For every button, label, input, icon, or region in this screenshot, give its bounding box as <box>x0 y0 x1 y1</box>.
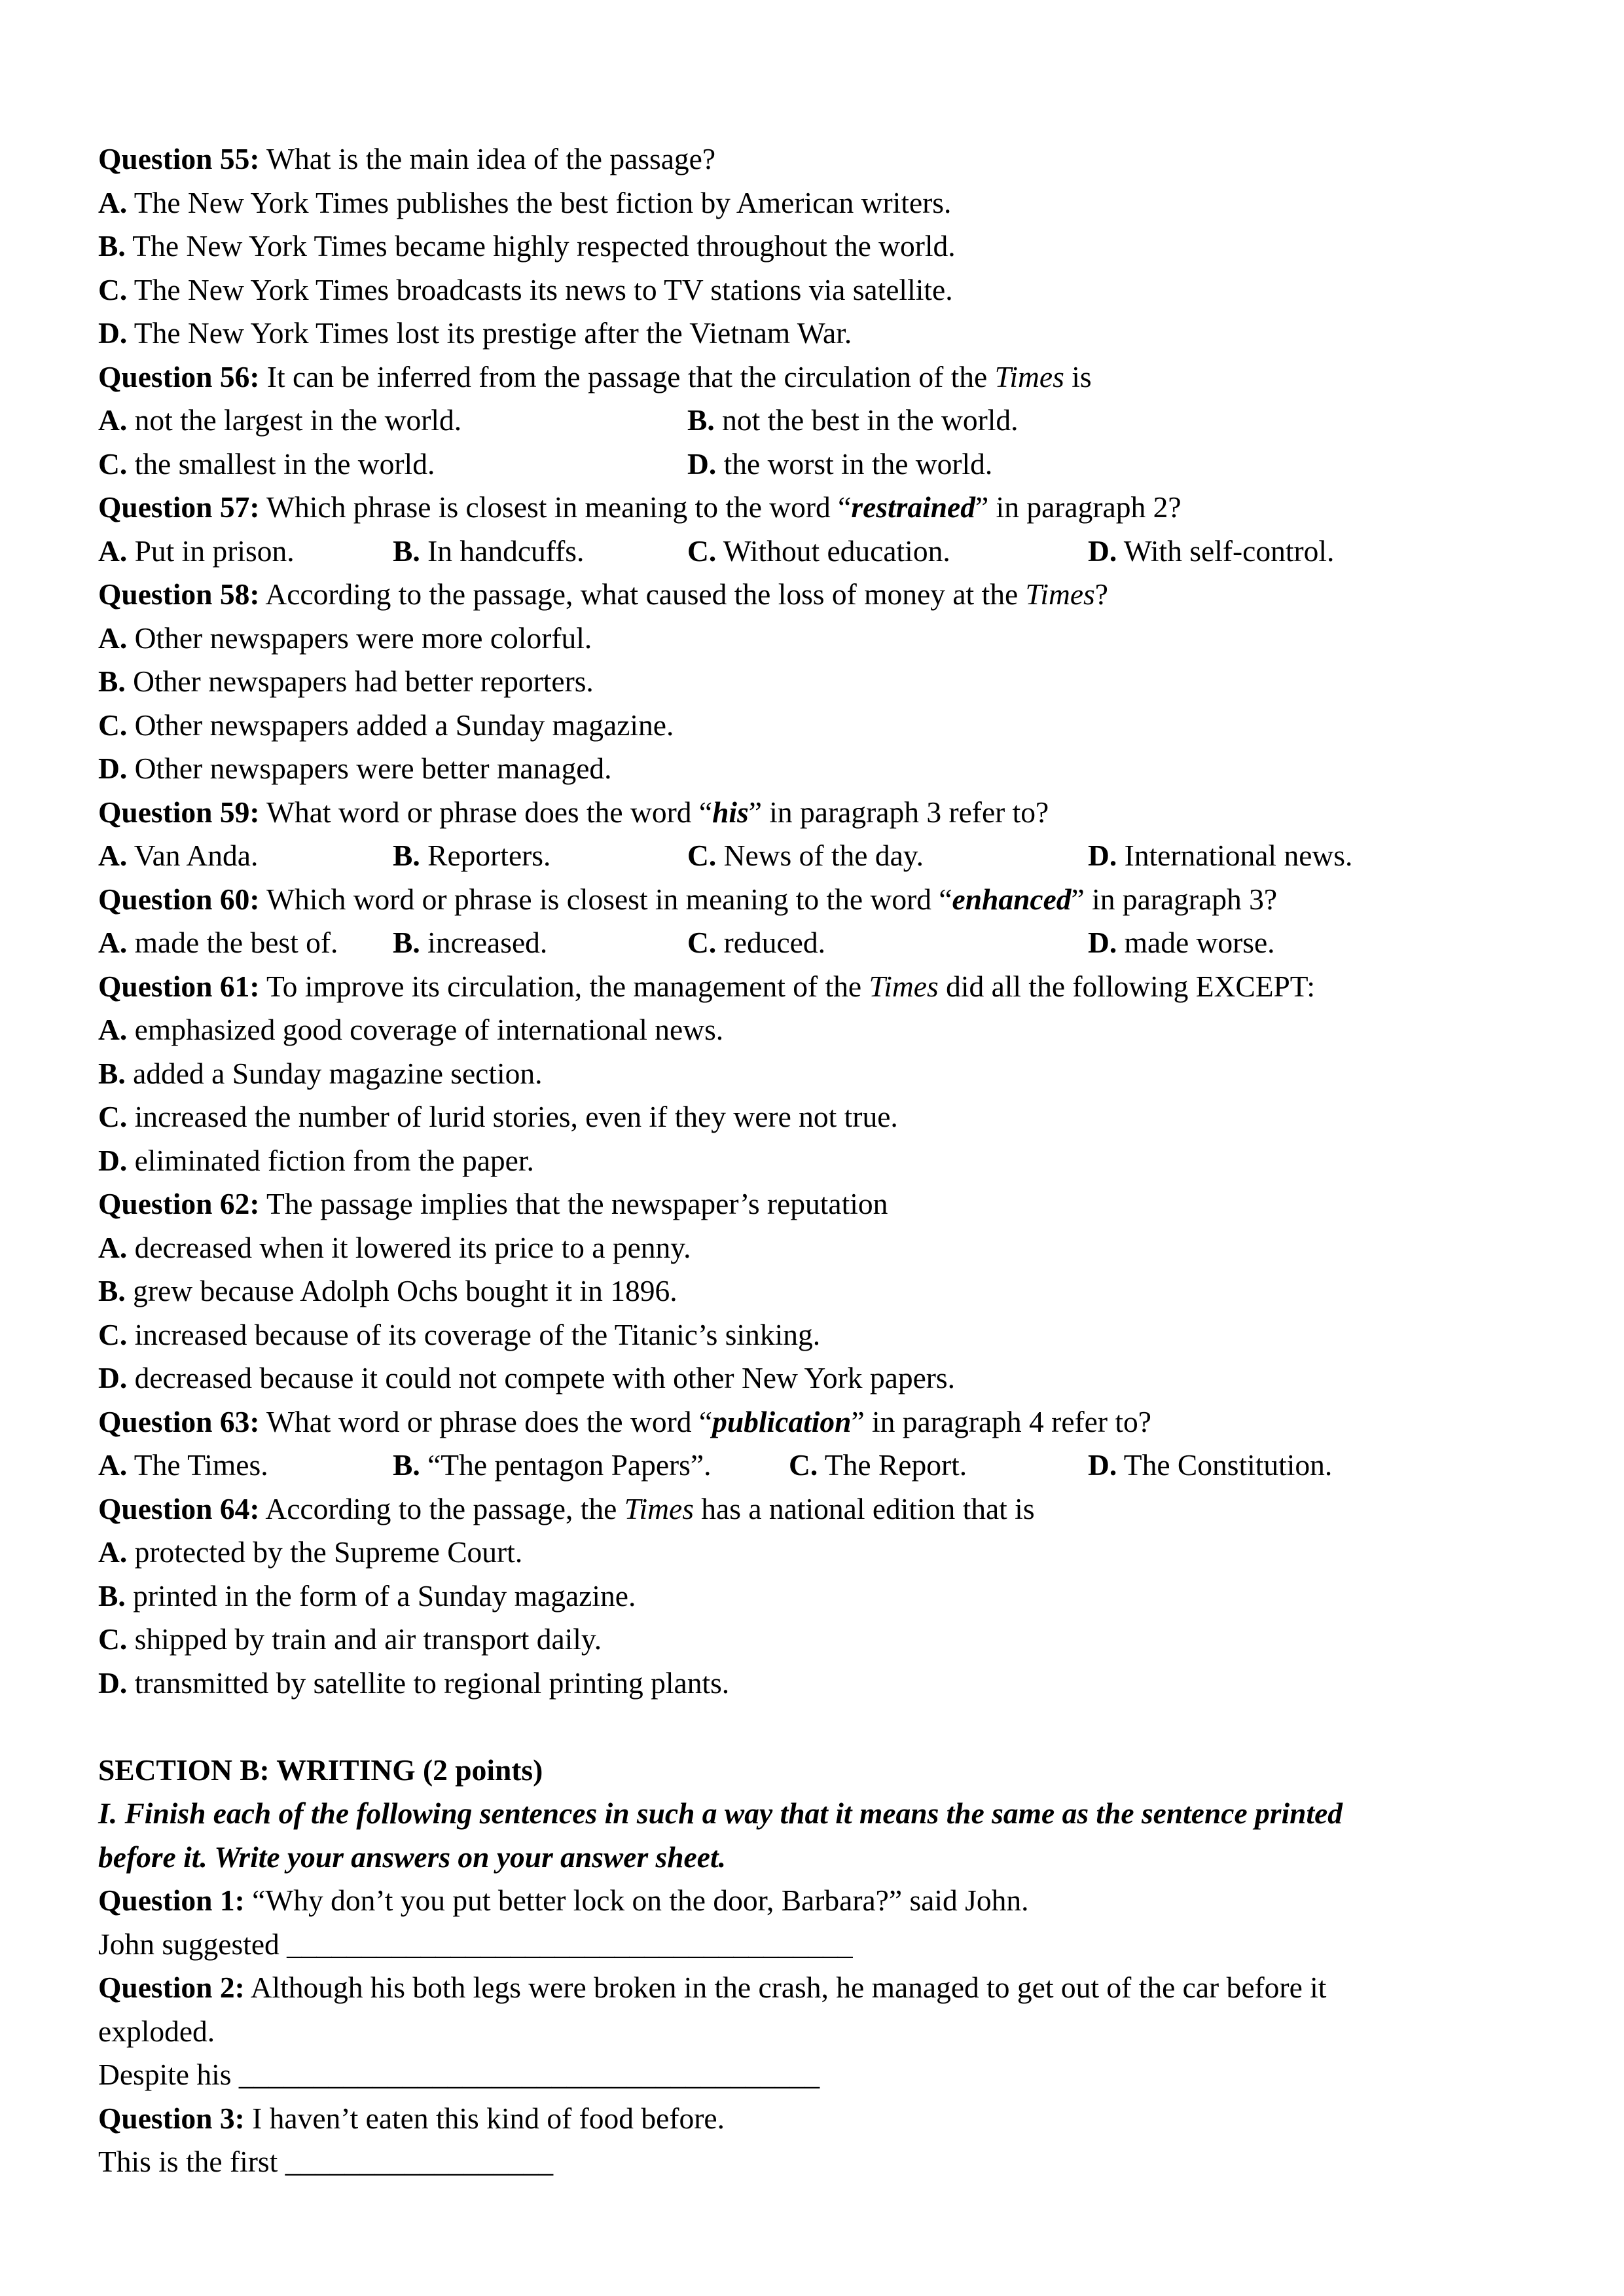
writing-question-2-cont: exploded. <box>98 2014 215 2048</box>
answer-prompt-3: This is the first __________________ <box>98 2145 554 2178</box>
question-stem: What is the main idea of the passage? <box>259 142 716 175</box>
options-row <box>98 834 1538 878</box>
question-number: Question 2: <box>98 1971 245 2004</box>
option-b: B. added a Sunday magazine section. <box>98 1056 543 1090</box>
option-b: B. grew because Adolph Ochs bought it in 1896. <box>98 1274 677 1307</box>
section-b-instruction-cont: before it. Write your answers on your answer sheet. <box>98 1840 726 1874</box>
option-a: A. not the largest in the world. <box>98 403 462 437</box>
option-c: C. Other newspapers added a Sunday magazine. <box>98 708 674 742</box>
option-d: D. The New York Times lost its prestige after the Vietnam War. <box>98 316 852 350</box>
option-c: C. shipped by train and air transport daily. <box>98 1622 602 1656</box>
question-number: Question 59: <box>98 795 260 829</box>
option-d: D. the worst in the world. <box>687 446 993 481</box>
option-c: C. reduced. <box>687 926 825 959</box>
option-b: B. printed in the form of a Sunday magazine. <box>98 1578 636 1613</box>
option-b: B. Other newspapers had better reporters. <box>98 665 594 698</box>
option-a: A. Other newspapers were more colorful. <box>98 621 592 655</box>
writing-question-2: Question 2: Although his both legs were broken in the crash, he managed to get out of the car before it <box>98 1971 1327 2004</box>
option-d: D. decreased because it could not compete with other New York papers. <box>98 1361 955 1394</box>
question-61: Question 61: To improve its circulation, the management of the Times did all the following EXCEPT: <box>98 969 1315 1003</box>
writing-question-1: Question 1: “Why don’t you put better lock on the door, Barbara?” said John. <box>98 1884 1029 1917</box>
option-a: A. made the best of. <box>98 926 338 959</box>
option-c: C. increased the number of lurid stories, even if they were not true. <box>98 1100 898 1133</box>
question-number: Question 60: <box>98 882 260 916</box>
question-57: Question 57: Which phrase is closest in meaning to the word “restrained” in paragraph 2? <box>98 490 1182 524</box>
option-c: C. increased because of its coverage of the Titanic’s sinking. <box>98 1317 821 1351</box>
option-d: D. made worse. <box>1088 926 1275 959</box>
section-spacer <box>98 1705 1538 1749</box>
options-row <box>98 530 1538 574</box>
question-58: Question 58: According to the passage, what caused the loss of money at the Times? <box>98 577 1108 611</box>
question-63: Question 63: What word or phrase does the word “publication” in paragraph 4 refer to? <box>98 1404 1151 1438</box>
answer-prompt-2: Despite his _______________________________________ <box>98 2058 820 2091</box>
option-c: C. Without education. <box>687 534 950 568</box>
question-number: Question 56: <box>98 359 260 393</box>
option-b: B. increased. <box>393 926 548 959</box>
question-number: Question 57: <box>98 490 260 524</box>
exam-page <box>98 137 1538 2184</box>
question-number: Question 58: <box>98 577 260 611</box>
option-a: A. The New York Times publishes the best fiction by American writers. <box>98 185 952 219</box>
option-d: D. Other newspapers were better managed. <box>98 752 612 785</box>
options-row-1 <box>98 399 1538 443</box>
question-62 <box>98 1182 1538 1226</box>
option-a: A. protected by the Supreme Court. <box>98 1535 523 1569</box>
option-a: A. Van Anda. <box>98 839 259 872</box>
option-d: D. transmitted by satellite to regional printing plants. <box>98 1666 730 1700</box>
option-a: A. emphasized good coverage of international news. <box>98 1013 724 1046</box>
question-59: Question 59: What word or phrase does the word “his” in paragraph 3 refer to? <box>98 795 1049 829</box>
option-b: B. not the best in the world. <box>687 403 1019 437</box>
options-row-2 <box>98 443 1538 486</box>
option-b: B. “The pentagon Papers”. <box>393 1448 712 1482</box>
question-64: Question 64: According to the passage, the Times has a national edition that is <box>98 1491 1035 1525</box>
option-b: B. In handcuffs. <box>393 534 585 568</box>
option-a: A. The Times. <box>98 1448 268 1482</box>
question-number: Question 3: <box>98 2101 245 2135</box>
option-b: B. Reporters. <box>393 839 551 872</box>
writing-question-3: Question 3: I haven’t eaten this kind of food before. <box>98 2101 725 2135</box>
question-number: Question 1: <box>98 1884 245 1917</box>
option-b: B. The New York Times became highly respected throughout the world. <box>98 229 956 263</box>
question-60: Question 60: Which word or phrase is closest in meaning to the word “enhanced” in paragraph 3? <box>98 882 1278 916</box>
answer-prompt-1: John suggested ______________________________________ <box>98 1927 853 1961</box>
option-a: A. Put in prison. <box>98 534 295 568</box>
option-c: C. the smallest in the world. <box>98 446 435 481</box>
section-b-title: SECTION B: WRITING (2 points) <box>98 1753 543 1787</box>
question-number: Question 64: <box>98 1491 260 1525</box>
option-c: C. News of the day. <box>687 839 924 872</box>
option-d: D. International news. <box>1088 839 1353 872</box>
option-c: C. The New York Times broadcasts its news to TV stations via satellite. <box>98 272 953 306</box>
options-row <box>98 1444 1538 1487</box>
option-c: C. The Report. <box>789 1448 967 1482</box>
question-number: Question 63: <box>98 1404 260 1438</box>
question-number: Question 61: <box>98 969 260 1003</box>
option-d: D. The Constitution. <box>1088 1448 1333 1482</box>
question-stem: The passage implies that the newspaper’s reputation <box>259 1187 888 1220</box>
options-row <box>98 921 1538 965</box>
option-a: A. decreased when it lowered its price to a penny. <box>98 1230 691 1264</box>
option-d: D. With self-control. <box>1088 534 1335 568</box>
question-number: Question 55: <box>98 142 260 175</box>
question-number: Question 62: <box>98 1187 260 1220</box>
section-b-instruction: I. Finish each of the following sentences in such a way that it means the same as the sentence printed <box>98 1796 1343 1830</box>
question-56: Question 56: It can be inferred from the passage that the circulation of the Times is <box>98 359 1092 393</box>
option-d: D. eliminated fiction from the paper. <box>98 1143 534 1177</box>
question-55 <box>98 137 1538 181</box>
